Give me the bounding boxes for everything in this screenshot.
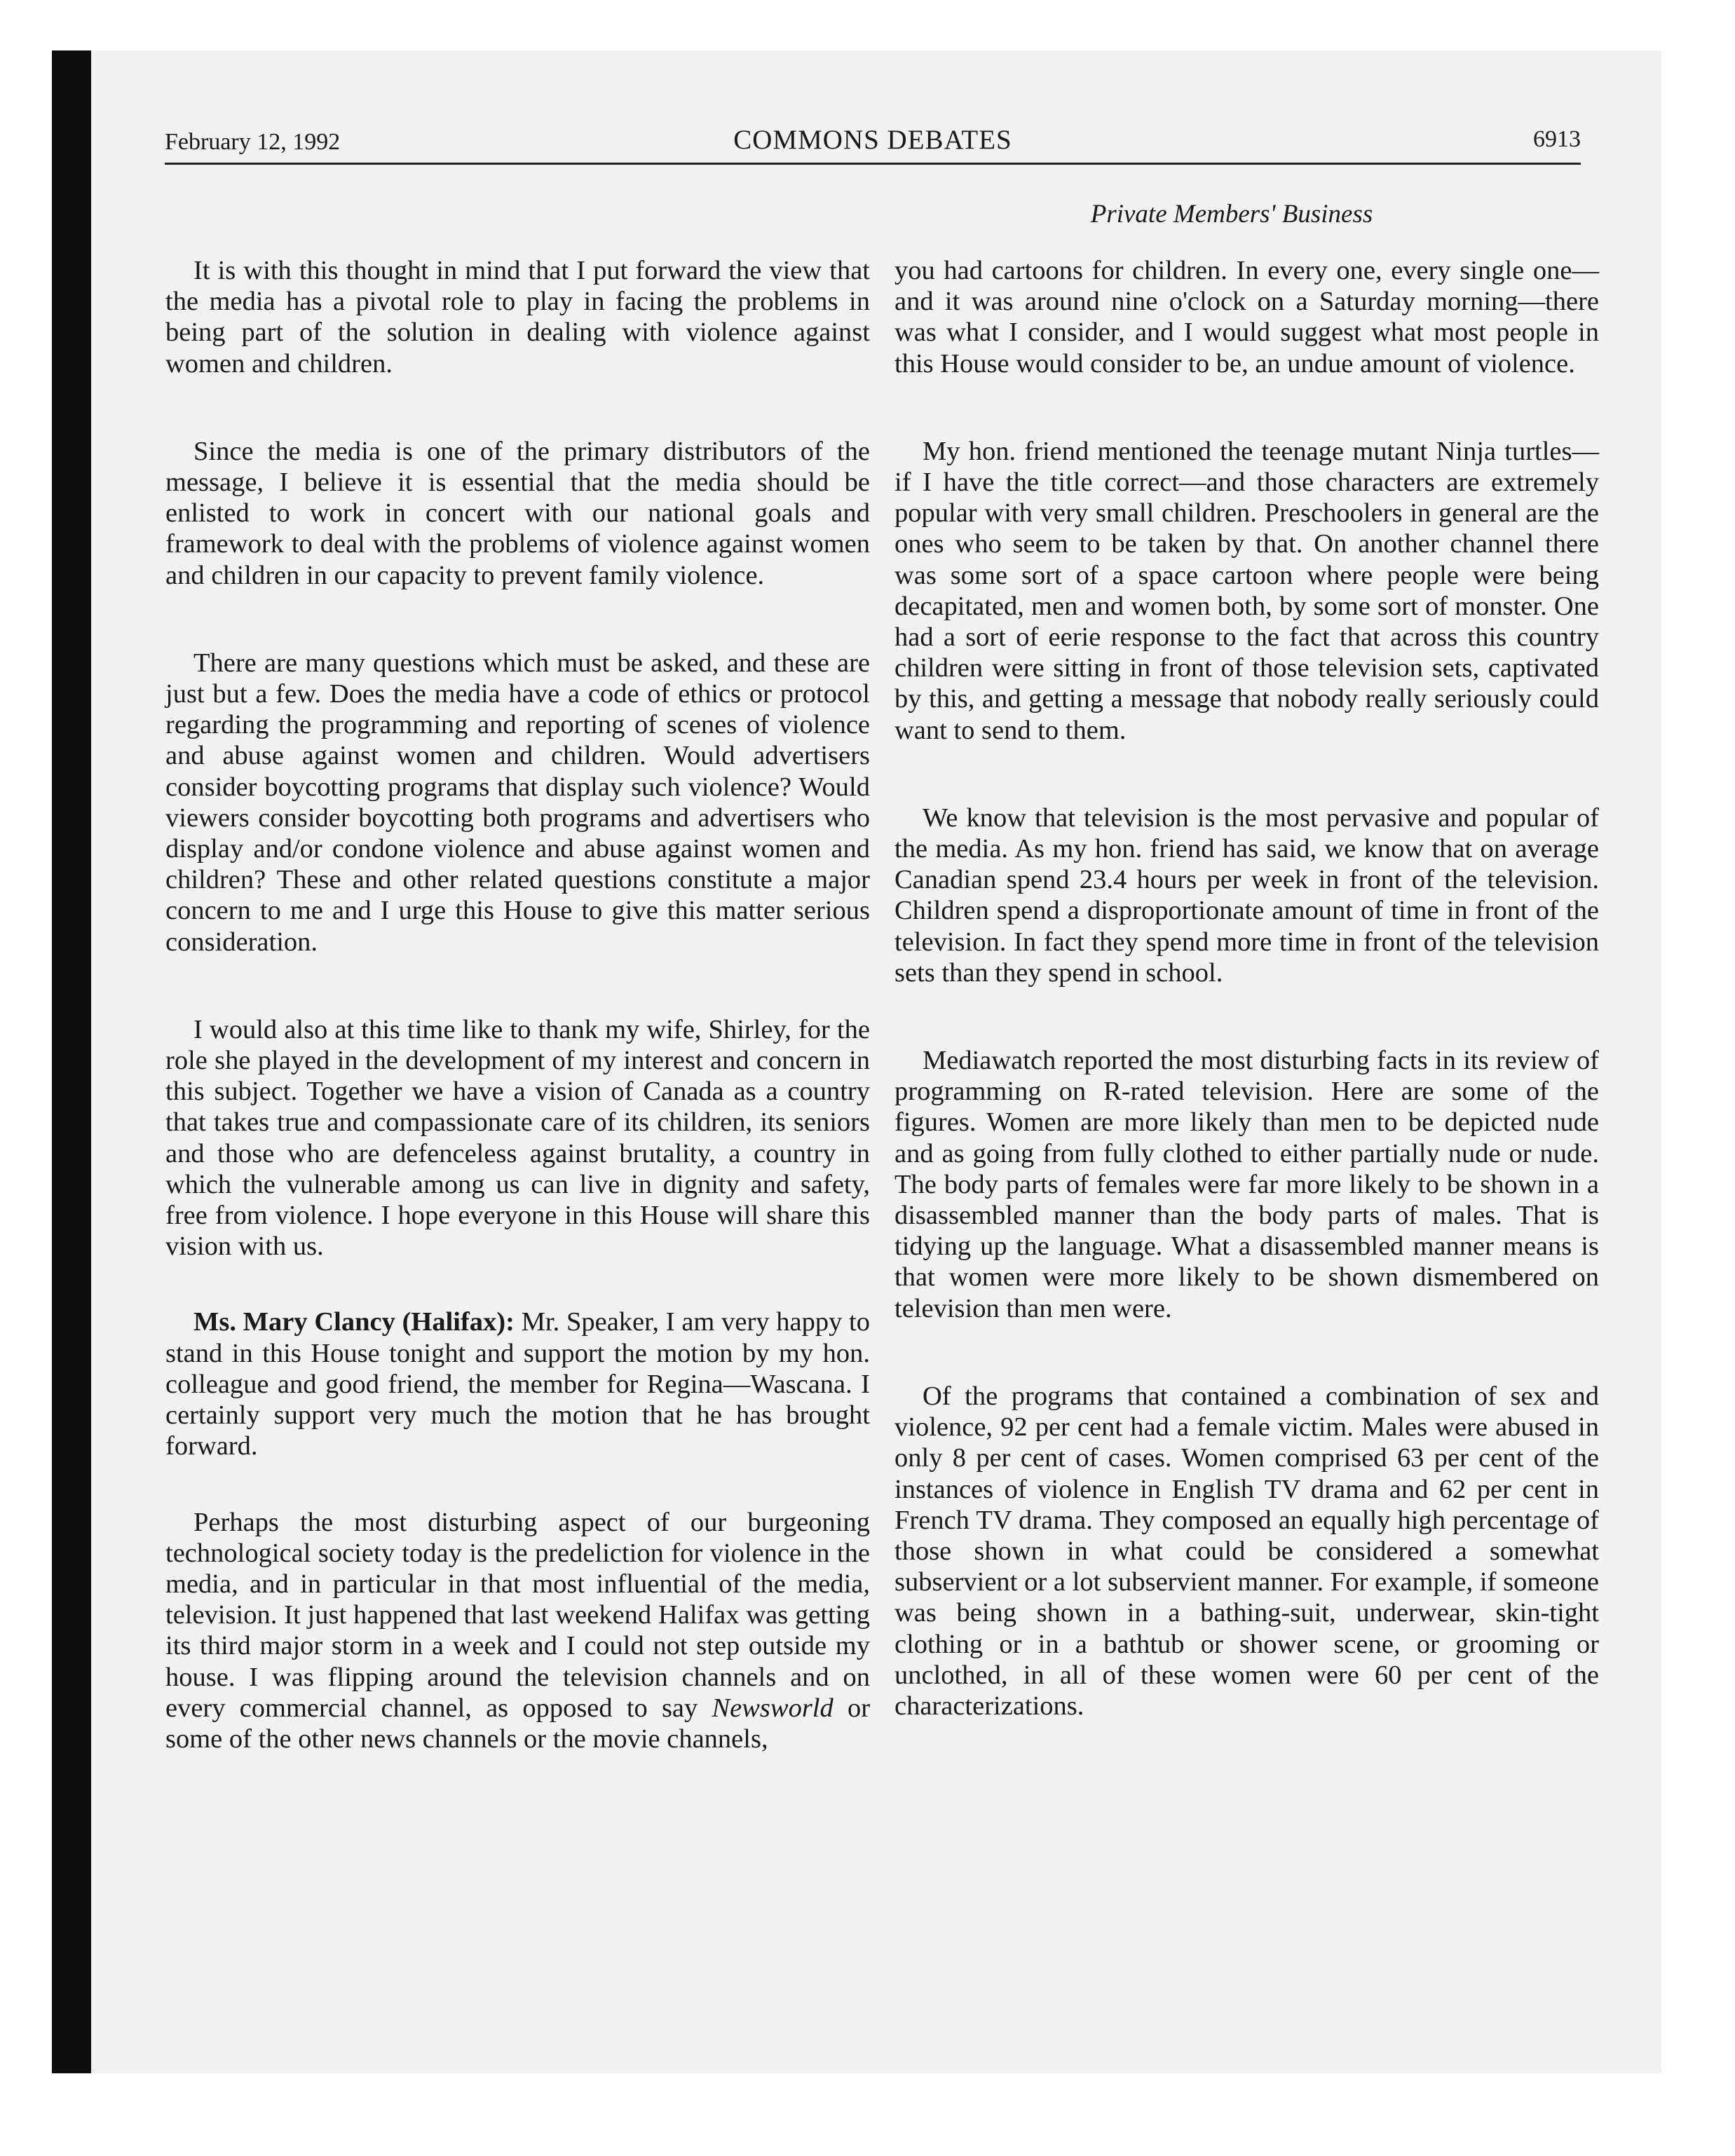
right-column: [894, 255, 1599, 1721]
paragraph: We know that television is the most pervasive and popular of the media. As my hon. friend has said, we know that on average Canadian spend 23.4 hours per week in front of the television. Children spend a disproportionate amount of time in front of the television. In fact they spend more time in front of the television sets than they spend in school.: [894, 803, 1599, 988]
program-title: Newsworld: [712, 1693, 834, 1723]
paragraph-text: Perhaps the most disturbing aspect of our burgeoning technological society today is the predeliction for violence in the media, and in particular in that most influential of the media, television. It just happened that last weekend Halifax was getting its third major storm in a week and I could not step outside my house. I was flipping around the television channels and on every commercial channel, as opposed to say: [165, 1507, 870, 1723]
paragraph: I would also at this time like to thank my wife, Shirley, for the role she played in the development of my interest and concern in this subject. Together we have a vision of Canada as a country that takes true and compassionate care of its children, its seniors and those who are defenceless against brutality, a country in which the vulnerable among us can live in dignity and safety, free from violence. I hope everyone in this House will share this vision with us.: [165, 1014, 870, 1262]
paragraph: Since the media is one of the primary distributors of the message, I believe it is essential that the media should be enlisted to work in concert with our national goals and framework to deal with the problems of violence against women and children in our capacity to prevent family violence.: [165, 436, 870, 590]
header-page-number: 6913: [1533, 126, 1581, 152]
header-date: February 12, 1992: [165, 129, 341, 155]
paragraph: Of the programs that contained a combination of sex and violence, 92 per cent had a female victim. Males were abused in only 8 per cent of cases. Women comprised 63 per cent of the instances of violence in English TV drama and 62 per cent in French TV drama. They composed an equally high percentage of those shown in what could be considered a somewhat subservient or a lot subservient manner. For example, if someone was being shown in a bathing-suit, underwear, skin-tight clothing or in a bathtub or shower scene, or grooming or unclothed, in all of these women were 60 per cent of the characterizations.: [894, 1381, 1599, 1721]
speech-text: Mr. Speaker, I am very happy to stand in this House tonight and support the motion by my hon. colleague and good friend, the member for Regina—Wascana. I certainly support very much the motion that he has brought forward.: [165, 1307, 871, 1461]
left-column: [165, 255, 870, 1754]
speaker-paragraph: [165, 1306, 870, 1461]
paragraph: Mediawatch reported the most disturbing facts in its review of programming on R-rated television. Here are some of the figures. Women are more likely than men to be depicted nude and as going from fully clothed to either partially nude or nude. The body parts of females were far more likely to be shown in a disassembled manner than the body parts of males. That is tidying up the language. What a disassembled manner means is that women were more likely to be shown dismembered on television than men were.: [894, 1046, 1599, 1323]
speaker-name: Ms. Mary Clancy (Halifax):: [193, 1307, 515, 1337]
header-publication: COMMONS DEBATES: [733, 125, 1012, 155]
paragraph: It is with this thought in mind that I put forward the view that the media has a pivotal role to play in facing the problems in being part of the solution in dealing with violence against women and children.: [165, 256, 870, 378]
running-head: [165, 121, 1581, 165]
section-heading: Private Members' Business: [1090, 200, 1373, 228]
paragraph: [165, 1507, 870, 1755]
paragraph: you had cartoons for children. In every one, every single one—and it was around nine o'clock on a Saturday morning—there was what I consider, and I would suggest what most people in this House would consider to be, an undue amount of violence.: [894, 256, 1599, 378]
paragraph: There are many questions which must be asked, and these are just but a few. Does the media have a code of ethics or protocol regarding the programming and reporting of scenes of violence and abuse against women and children. Would advertisers consider boycotting programs that display such violence? Would viewers consider boycotting both programs and advertisers who display and/or condone violence and abuse against women and children? These and other related questions constitute a major concern to me and I urge this House to give this matter serious consideration.: [165, 648, 870, 957]
scan-edge: [52, 50, 91, 2073]
paragraph-text: or some of the other news channels or the movie channels,: [165, 1693, 871, 1754]
paragraph: My hon. friend mentioned the teenage mutant Ninja turtles—if I have the title correct—and those characters are extremely popular with very small children. Preschoolers in general are the ones who seem to be taken by that. On another channel there was some sort of a space cartoon where people were being decapitated, men and women both, by some sort of monster. One had a sort of eerie response to the fact that across this country children were sitting in front of those television sets, captivated by this, and getting a message that nobody really seriously could want to send to them.: [894, 436, 1599, 745]
document-page: [91, 50, 1661, 2073]
